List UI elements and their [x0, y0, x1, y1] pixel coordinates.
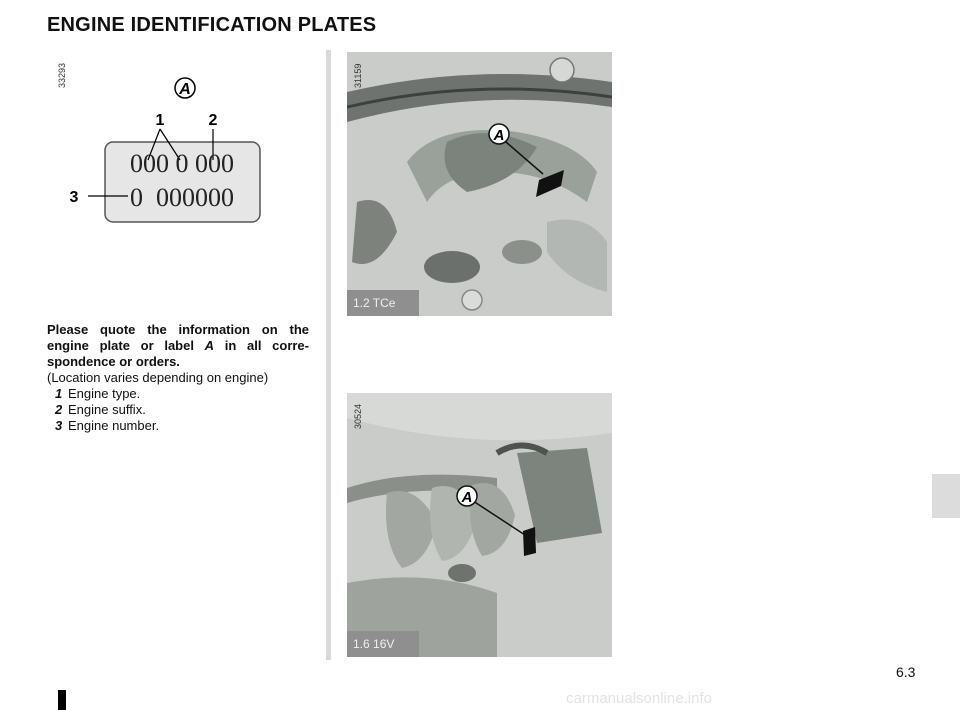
marker-2: 2	[208, 112, 218, 129]
page-number: 6.3	[896, 664, 916, 680]
location-note: (Location varies depending on engine)	[47, 370, 269, 385]
engine-plate-diagram	[60, 70, 290, 240]
figure-ref-bottom-photo: 30524	[353, 403, 363, 429]
list-item	[47, 402, 309, 418]
engine-plate-svg	[60, 70, 290, 240]
photo-2-callout-label: A	[461, 489, 473, 506]
photo-1-caption: 1.2 TCe	[347, 290, 419, 316]
photo-2-caption: 1.6 16V	[347, 631, 419, 657]
photo-1-callout-label: A	[493, 127, 505, 144]
page-title: ENGINE IDENTIFICATION PLATES	[47, 14, 377, 36]
chapter-tab	[932, 474, 960, 518]
plate-line-1: 000 0 000	[130, 149, 234, 178]
instruction-text-pre: Please quote the information on the engine plate or label	[47, 322, 309, 353]
watermark: carmanualsonline.info	[566, 690, 712, 707]
instruction-label-ref: A	[204, 338, 215, 353]
figure-ref-plate: 33293	[57, 62, 67, 88]
list-item-number: 2	[55, 402, 63, 417]
plate-callout-label: A	[179, 81, 191, 98]
plate-line-2: 0 000000	[130, 183, 234, 212]
engine-photo-2-illustration	[347, 393, 612, 657]
list-item-number: 3	[55, 418, 63, 433]
marker-1: 1	[155, 112, 165, 129]
list-item-number: 1	[55, 386, 63, 401]
column-divider	[326, 50, 331, 660]
list-item-text: Engine suffix.	[68, 402, 146, 417]
marker-3: 3	[69, 189, 79, 206]
engine-photo-1-illustration	[347, 52, 612, 316]
corner-mark	[58, 690, 66, 710]
figure-ref-top-photo: 31159	[353, 63, 363, 88]
description-text	[47, 322, 309, 434]
instruction-paragraph	[47, 322, 309, 370]
list-item-text: Engine number.	[68, 418, 160, 433]
list-item	[47, 418, 309, 434]
list-item-text: Engine type.	[68, 386, 141, 401]
engine-photo-2	[347, 393, 612, 657]
engine-photo-1	[347, 52, 612, 316]
instruction-text-post: in all corre-spondence or orders.	[47, 338, 309, 369]
list-item	[47, 386, 309, 402]
